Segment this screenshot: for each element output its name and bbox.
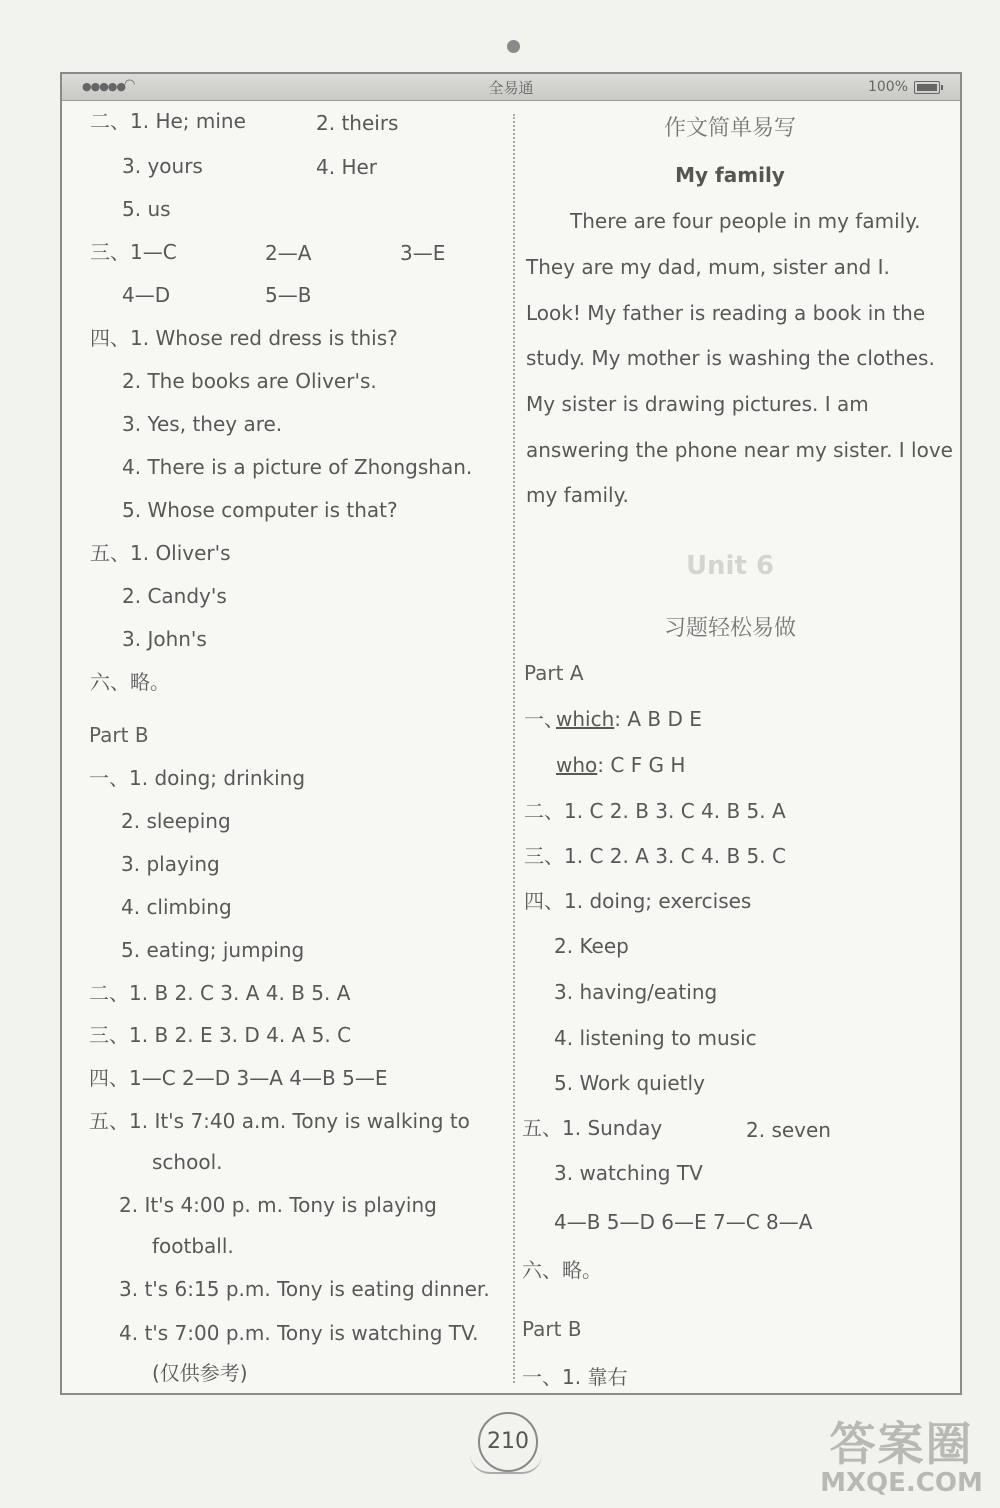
answer-line: Part B [522, 1317, 582, 1341]
answer-line: 二、1. He; mine [90, 109, 246, 133]
answer-line: 3. yours [122, 154, 203, 178]
answer-line: my family. [526, 483, 629, 507]
answer-line: 三、1—C [90, 240, 177, 264]
answer-line: 5. eating; jumping [121, 938, 305, 962]
page-number: 210 [478, 1412, 538, 1472]
answer-line: 3. playing [121, 852, 220, 876]
wifi-icon: ◠ [124, 77, 136, 92]
answer-line: 3. John's [122, 627, 207, 651]
answer-line: 3. having/eating [554, 980, 718, 1004]
answer-line: 4. Her [316, 155, 378, 179]
answer-line: 五、1. Oliver's [90, 541, 231, 565]
answer-line: 一、1. 靠右 [522, 1365, 628, 1389]
answer-line: 2. theirs [316, 111, 399, 135]
answer-line: 4. t's 7:00 p.m. Tony is watching TV. [119, 1321, 479, 1345]
answer-line: 3. Yes, they are. [122, 412, 283, 436]
answer-line: Part B [89, 723, 149, 747]
answer-line: 五、1. It's 7:40 a.m. Tony is walking to [89, 1109, 470, 1133]
answer-line: who: C F G H [556, 753, 686, 777]
column-divider [513, 114, 515, 1383]
answer-line: 六、略。 [522, 1258, 602, 1282]
answer-line: Unit 6 [685, 551, 775, 581]
answer-line: 一、1. doing; drinking [89, 766, 306, 790]
answer-line: 五、1. Sunday [522, 1116, 663, 1140]
answer-line: My family [675, 163, 785, 187]
answer-line: My sister is drawing pictures. I am [526, 392, 869, 416]
answer-line: 2. The books are Oliver's. [122, 369, 377, 393]
answer-line: 2. Keep [554, 934, 629, 958]
watermark-url: MXQE.COM [820, 1468, 983, 1498]
answer-line: answering the phone near my sister. I love [526, 438, 953, 462]
answer-line: 3. t's 6:15 p.m. Tony is eating dinner. [119, 1277, 490, 1301]
answer-line: 四、1. Whose red dress is this? [90, 326, 398, 350]
answer-line: 二、1. C 2. B 3. C 4. B 5. A [524, 799, 786, 823]
answer-line: 三、1. C 2. A 3. C 4. B 5. C [524, 844, 786, 868]
camera-dot [507, 40, 520, 53]
answer-line: 2. seven [746, 1118, 831, 1142]
answer-line: 一、 [524, 707, 564, 731]
answer-line: They are my dad, mum, sister and I. [526, 255, 890, 279]
status-bar [62, 74, 960, 101]
answer-line: 4. There is a picture of Zhongshan. [122, 455, 473, 479]
answer-line: which: A B D E [556, 707, 702, 731]
answer-line: 四、1. doing; exercises [524, 889, 752, 913]
answer-line: 三、1. B 2. E 3. D 4. A 5. C [89, 1023, 352, 1047]
answer-line: study. My mother is washing the clothes. [526, 346, 935, 370]
answer-line: Look! My father is reading a book in the [526, 301, 926, 325]
answer-line: football. [152, 1234, 234, 1258]
battery-level: 100% [867, 79, 908, 95]
answer-line: 2. Candy's [122, 584, 227, 608]
answer-line: 5. us [122, 197, 171, 221]
answer-line: 二、1. B 2. C 3. A 4. B 5. A [89, 981, 351, 1005]
watermark-logo: 答案圈 [829, 1417, 974, 1471]
answer-line: 5. Work quietly [554, 1071, 705, 1095]
app-title: 全易通 [488, 79, 534, 97]
answer-line: 5. Whose computer is that? [122, 498, 398, 522]
answer-line: 5—B [265, 283, 312, 307]
answer-line: 4—B 5—D 6—E 7—C 8—A [554, 1210, 813, 1234]
answer-line: 3. watching TV [554, 1161, 703, 1185]
answer-line: 四、1—C 2—D 3—A 4—B 5—E [89, 1066, 388, 1090]
answer-line: 4. listening to music [554, 1026, 757, 1050]
answer-line: 4. climbing [121, 895, 232, 919]
answer-line: 2. sleeping [121, 809, 231, 833]
answer-line: There are four people in my family. [570, 209, 921, 233]
signal-icon: ●●●●● [82, 80, 125, 93]
answer-line: 3—E [400, 241, 446, 265]
answer-line: 六、略。 [90, 670, 170, 694]
answer-line: 作文简单易写 [663, 116, 796, 141]
answer-line: 2—A [265, 241, 312, 265]
answer-line: 4—D [122, 283, 171, 307]
answer-line: (仅供参考) [152, 1361, 248, 1385]
watermark [809, 1408, 994, 1498]
battery-icon [914, 81, 940, 94]
answer-line: 习题轻松易做 [663, 616, 796, 641]
answer-line: Part A [524, 661, 584, 685]
answer-line: school. [152, 1150, 223, 1174]
answer-line: 2. It's 4:00 p. m. Tony is playing [119, 1193, 437, 1217]
